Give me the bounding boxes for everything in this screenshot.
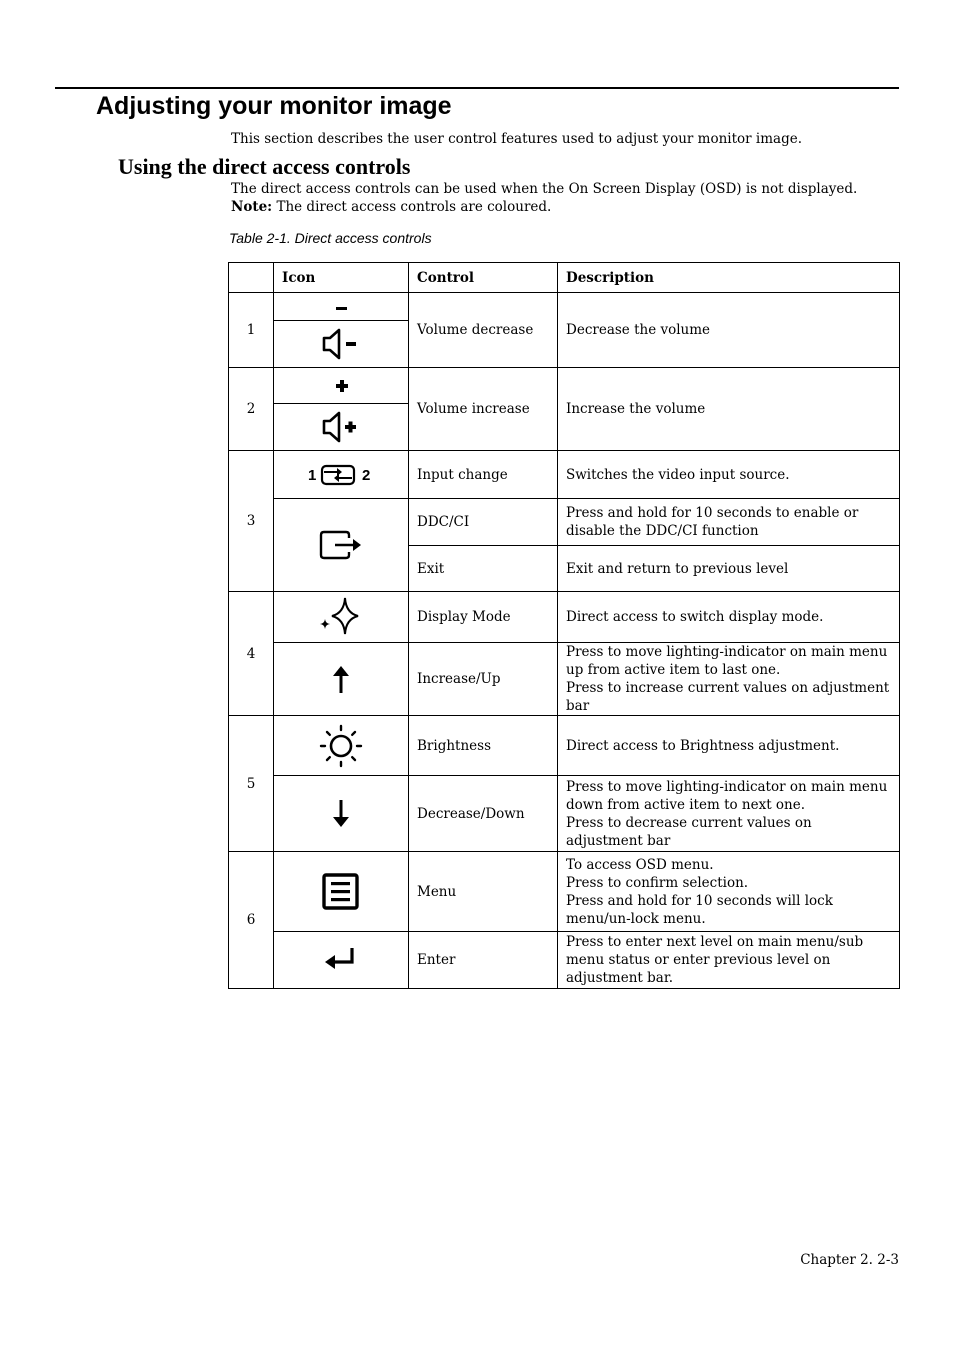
speaker-minus-icon <box>274 321 409 368</box>
header-description: Description <box>558 263 900 293</box>
control-name: Input change <box>409 451 558 499</box>
control-description <box>558 643 900 716</box>
table-row <box>229 852 900 932</box>
row-number: 3 <box>229 451 274 592</box>
control-name: Menu <box>409 852 558 932</box>
control-description: Direct access to Brightness adjustment. <box>558 716 900 776</box>
input-change-icon <box>274 451 409 499</box>
control-description: Switches the video input source. <box>558 451 900 499</box>
table-row <box>229 643 900 716</box>
table-row <box>229 499 900 546</box>
control-name: Brightness <box>409 716 558 776</box>
control-name: Enter <box>409 932 558 989</box>
control-description: Press to enter next level on main menu/sub menu status or enter previous level on adjustment bar. <box>558 932 900 989</box>
display-mode-sparkle-icon <box>274 592 409 643</box>
control-description: Direct access to switch display mode. <box>558 592 900 643</box>
body-paragraph: The direct access controls can be used when the On Screen Display (OSD) is not displayed. <box>231 181 858 197</box>
row-number: 2 <box>229 368 274 451</box>
row-number: 4 <box>229 592 274 716</box>
row-number: 6 <box>229 852 274 989</box>
control-name: Decrease/Down <box>409 776 558 852</box>
note-paragraph <box>231 198 551 216</box>
description-line: Press and hold for 10 seconds will lock menu/un-lock menu. <box>566 892 833 927</box>
control-description: Decrease the volume <box>558 293 900 368</box>
top-rule <box>55 87 899 89</box>
note-text: The direct access controls are coloured. <box>272 199 552 215</box>
control-description: Exit and return to previous level <box>558 546 900 592</box>
arrow-down-icon <box>274 776 409 852</box>
speaker-plus-icon <box>274 404 409 451</box>
table-header-row <box>229 263 900 293</box>
control-name: Display Mode <box>409 592 558 643</box>
brightness-sun-icon <box>274 716 409 776</box>
description-line: Press to move lighting-indicator on main menu up from active item to last one. <box>566 644 888 678</box>
control-description <box>558 776 900 852</box>
description-line: Press to confirm selection. <box>566 874 749 891</box>
table-row <box>229 592 900 643</box>
control-name: Volume increase <box>409 368 558 451</box>
header-icon: Icon <box>274 263 409 293</box>
description-line: Press to move lighting-indicator on main menu down from active item to next one. <box>566 778 888 813</box>
row-number: 1 <box>229 293 274 368</box>
arrow-up-icon <box>274 643 409 716</box>
table-row <box>229 451 900 499</box>
table-row <box>229 776 900 852</box>
intro-text: This section describes the user control features used to adjust your monitor image. <box>231 131 803 147</box>
description-line: Press to increase current values on adjustment bar <box>566 680 890 714</box>
page-title: Adjusting your monitor image <box>96 92 452 120</box>
input-label-2: 2 <box>362 466 371 484</box>
header-number <box>229 263 274 293</box>
section-title: Using the direct access controls <box>118 154 411 179</box>
menu-icon <box>274 852 409 932</box>
control-name: Exit <box>409 546 558 592</box>
control-description <box>558 852 900 932</box>
control-description: Increase the volume <box>558 368 900 451</box>
control-name: DDC/CI <box>409 499 558 546</box>
table-row <box>229 716 900 776</box>
header-control: Control <box>409 263 558 293</box>
table-row <box>229 368 900 404</box>
table-row <box>229 293 900 321</box>
control-description: Press and hold for 10 seconds to enable or disable the DDC/CI function <box>558 499 900 546</box>
direct-access-controls-table <box>228 262 900 989</box>
minus-icon <box>274 293 409 321</box>
row-number: 5 <box>229 716 274 852</box>
plus-icon <box>274 368 409 404</box>
table-caption: Table 2-1. Direct access controls <box>229 230 432 246</box>
table-row <box>229 932 900 989</box>
page-footer: Chapter 2. 2-3 <box>800 1252 899 1268</box>
enter-icon <box>274 932 409 989</box>
control-name: Volume decrease <box>409 293 558 368</box>
note-label: Note: <box>231 199 273 215</box>
control-name: Increase/Up <box>409 643 558 716</box>
exit-icon <box>274 499 409 592</box>
input-label-1: 1 <box>308 466 317 484</box>
description-line: To access OSD menu. <box>566 856 714 873</box>
description-line: Press to decrease current values on adjustment bar <box>566 814 812 849</box>
